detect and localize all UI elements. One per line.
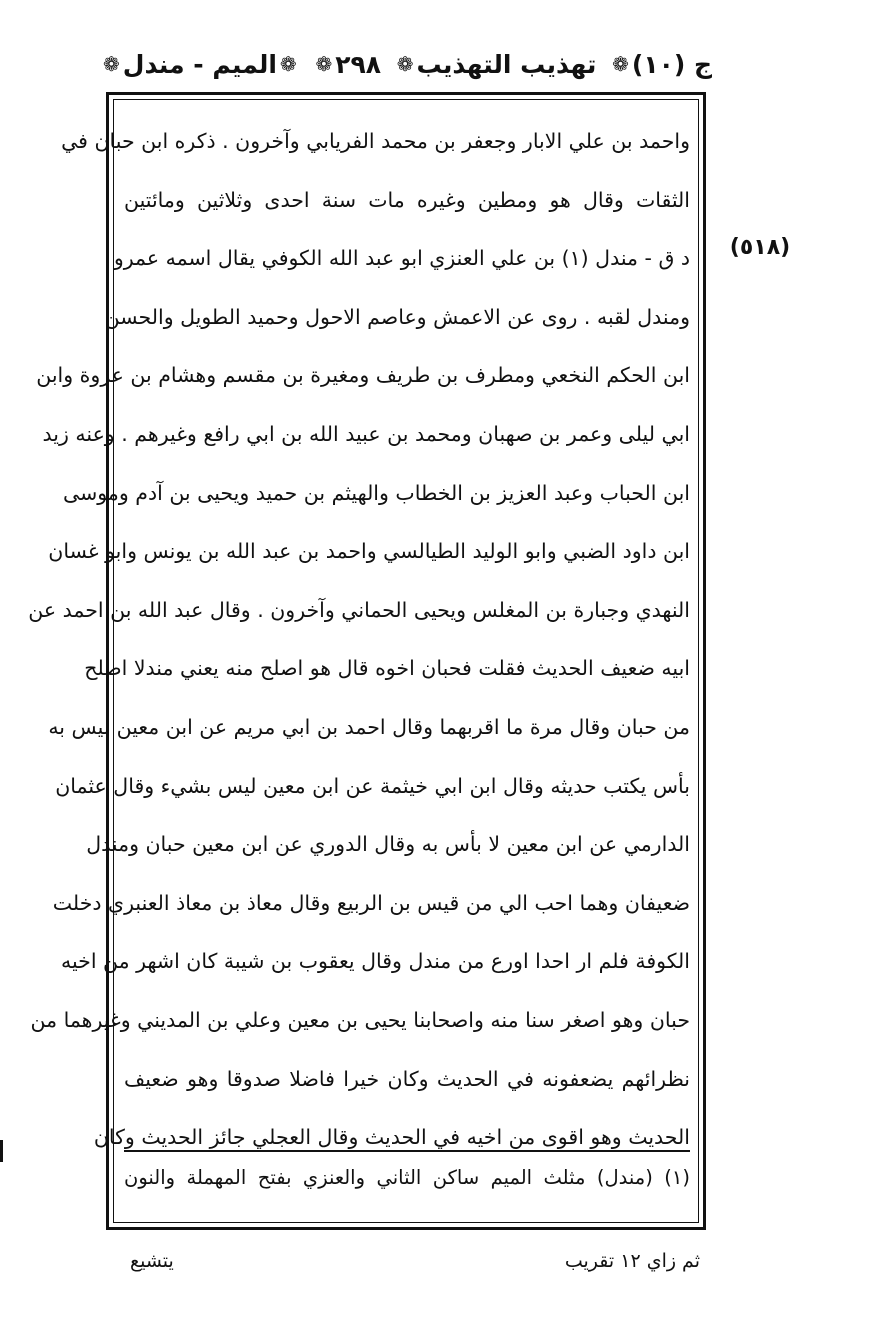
page-number: ٢٩٨	[335, 49, 381, 79]
catchword: يتشيع	[130, 1250, 174, 1272]
footnote-continuation: ثم زاي ١٢ تقريب	[564, 1250, 700, 1272]
text-line: الثقات وقال هو ومطين وغيره مات سنة احدى وثلاثين ومائتين	[124, 187, 690, 212]
body-text	[28, 112, 690, 1167]
header-title-segment	[394, 50, 597, 79]
ornament-icon: ❁	[279, 52, 297, 76]
text-line: ابن الحباب وعبد العزيز بن الخطاب والهيثم بن حميد ويحيى بن آدم وموسى	[63, 480, 690, 505]
ornament-icon: ❁	[103, 52, 120, 76]
text-line: ابن داود الضبي وابو الوليد الطيالسي واحمد بن عبد الله بن يونس وابو غسان	[48, 539, 690, 564]
volume-label: ج (١٠)	[631, 49, 712, 79]
text-line: من حبان وقال مرة ما اقربهما وقال احمد بن ابي مريم عن ابن معين ليس به	[48, 714, 690, 739]
entry-number: (٥١٨)	[729, 235, 791, 260]
text-line: ابيه ضعيف الحديث فقلت فحبان اخوه قال هو اصلح منه يعني مندلا اصلح	[84, 656, 690, 681]
text-line: ابن الحكم النخعي ومطرف بن طريف ومغيرة بن مقسم وهشام بن عروة وابن	[36, 363, 690, 388]
footnote: (١) (مندل) مثلث الميم ساكن الثاني والعنزي بفتح المهملة والنون	[124, 1166, 690, 1189]
text-line: ابي ليلى وعمر بن صهبان ومحمد بن عبيد الله بن ابي رافع وغيرهم . وعنه زيد	[42, 421, 690, 446]
text-line: ومندل لقبه . روى عن الاعمش وعاصم الاحول وحميد الطويل والحسن	[104, 304, 690, 329]
header-volume-segment	[609, 50, 712, 79]
text-line: الحديث وهو اقوى من اخيه في الحديث وقال العجلي جائز الحديث وكان	[93, 1125, 690, 1150]
footnote-separator	[124, 1150, 690, 1152]
text-line: حبان وهو اصغر سنا منه واصحابنا يحيى بن معين وعلي بن المديني وغيرهما من	[30, 1007, 690, 1032]
ornament-icon: ❁	[612, 52, 629, 76]
section-label: الميم - مندل	[122, 49, 277, 79]
header-page-segment	[312, 50, 381, 79]
text-line: الكوفة فلم ار احدا اورع من مندل وقال يعقوب بن شيبة كان اشهر من اخيه	[60, 949, 690, 974]
text-line: ضعيفان وهما احب الي من قيس بن الربيع وقال معاذ بن معاذ العنبري دخلت	[52, 890, 690, 915]
text-line: الدارمي عن ابن معين لا بأس به وقال الدوري عن ابن معين حبان ومندل	[86, 832, 690, 857]
running-header	[100, 44, 712, 84]
header-section-segment	[100, 50, 300, 79]
text-line: نظرائهم يضعفونه في الحديث وكان خيرا فاضلا صدوقا وهو ضعيف	[124, 1066, 690, 1091]
book-title: تهذيب التهذيب	[416, 49, 597, 79]
text-line: بأس يكتب حديثه وقال ابن ابي خيثمة عن ابن معين ليس بشيء وقال عثمان	[55, 773, 690, 798]
text-line: واحمد بن علي الابار وجعفر بن محمد الفريابي وآخرون . ذكره ابن حبان في	[61, 129, 690, 153]
ornament-icon: ❁	[315, 52, 333, 76]
ornament-icon: ❁	[396, 52, 414, 76]
scan-mark	[0, 1140, 3, 1162]
text-line: د ق - مندل (١) بن علي العنزي ابو عبد الله الكوفي يقال اسمه عمرو	[113, 246, 690, 271]
text-line: النهدي وجبارة بن المغلس ويحيى الحماني وآخرون . وقال عبد الله بن احمد عن	[28, 597, 690, 622]
